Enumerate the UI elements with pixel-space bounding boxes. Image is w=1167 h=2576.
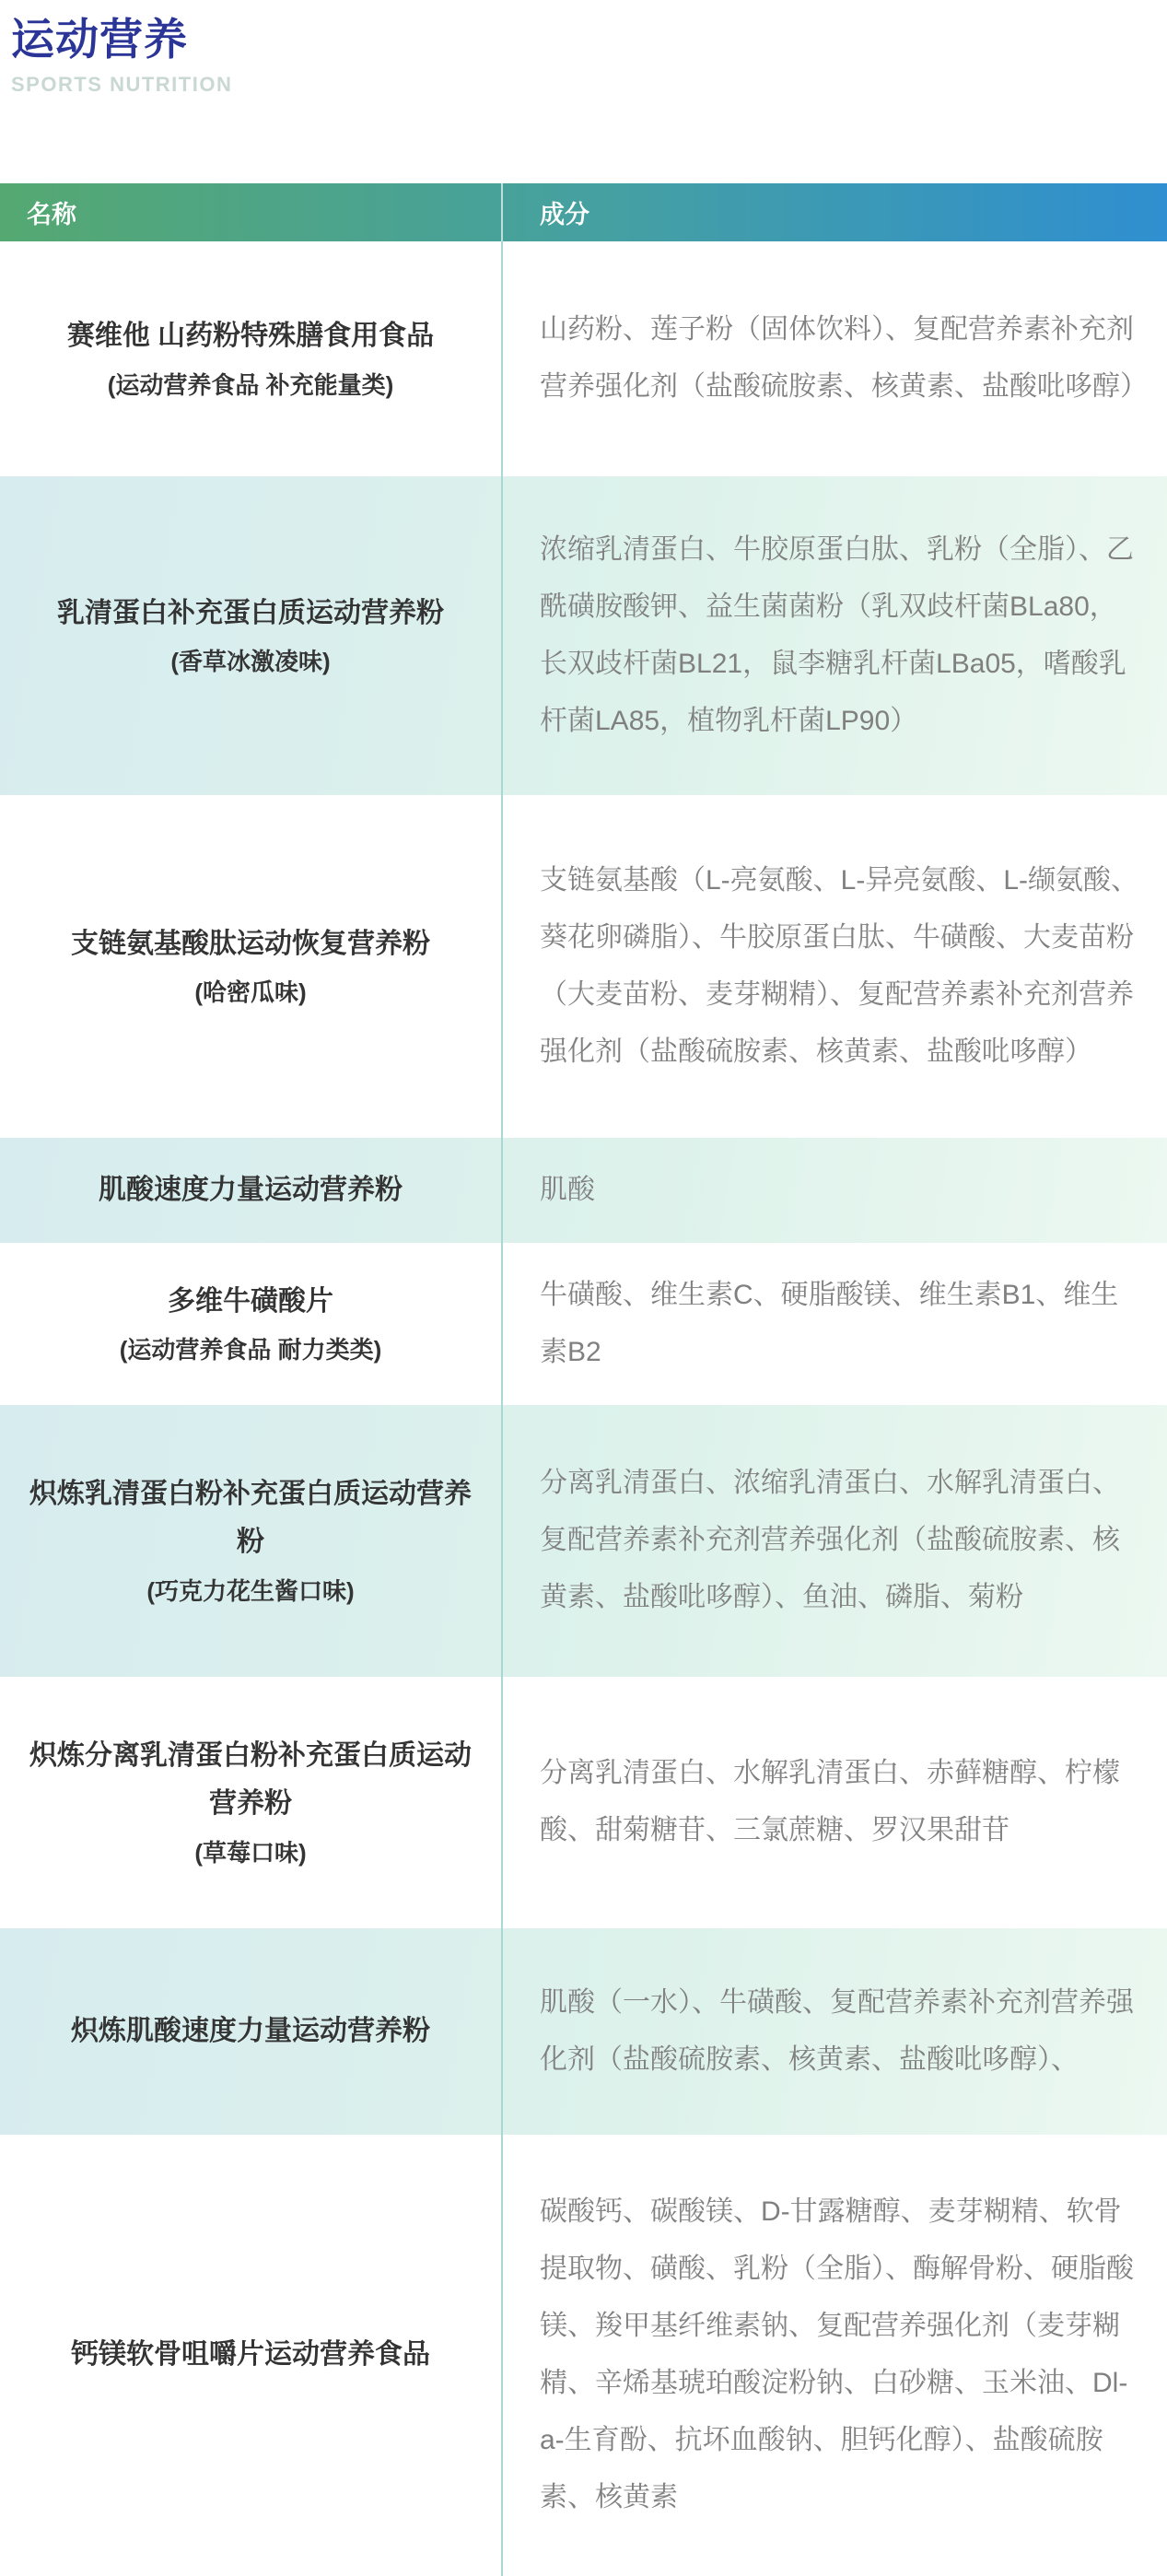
ingredients-cell [501,1928,1167,2135]
product-name-cell [0,2135,501,2576]
ingredients-cell [501,2135,1167,2576]
table-header-row [0,183,1167,241]
product-name-cell [0,1243,501,1405]
ingredients-text: 碳酸钙、碳酸镁、D-甘露糖醇、麦芽糊精、软骨提取物、磺酸、乳粉（全脂）、酶解骨粉、硬脂酸镁、羧甲基纤维素钠、复配营养强化剂（麦芽糊精、辛烯基琥珀酸淀粉钠、白砂糖、玉米油、Dl-a-生育酚、抗坏血酸钠、胆钙化醇）、盐酸硫胺素、核黄素 [540,2196,1134,2513]
column-header-ingredients: 成分 [501,183,1167,241]
product-name: 多维牛磺酸片 [168,1285,333,1317]
ingredients-text: 肌酸（一水）、牛磺酸、复配营养素补充剂营养强化剂（盐酸硫胺素、核黄素、盐酸吡哆醇）、 [540,1986,1134,2075]
table-row [0,795,1167,1138]
ingredients-text: 支链氨基酸（L-亮氨酸、L-异亮氨酸、L-缬氨酸、葵花卵磷脂）、牛胶原蛋白肽、牛磺酸、大麦苗粉（大麦苗粉、麦芽糊精）、复配营养素补充剂营养强化剂（盐酸硫胺素、核黄素、盐酸吡哆醇） [540,864,1139,1067]
ingredients-text: 分离乳清蛋白、水解乳清蛋白、赤藓糖醇、柠檬酸、甜菊糖苷、三氯蔗糖、罗汉果甜苷 [540,1758,1120,1846]
table-row [0,1138,1167,1243]
ingredients-cell [501,1405,1167,1677]
product-name-cell [0,1138,501,1243]
table-row [0,1677,1167,1928]
ingredients-text: 山药粉、莲子粉（固体饮料）、复配营养素补充剂营养强化剂（盐酸硫胺素、核黄素、盐酸吡哆醇） [540,314,1148,403]
product-name: 钙镁软骨咀嚼片运动营养食品 [71,2339,430,2370]
table-row [0,1243,1167,1405]
table-row [0,476,1167,795]
ingredients-cell [501,1677,1167,1928]
ingredients-text: 牛磺酸、维生素C、硬脂酸镁、维生素B1、维生素B2 [540,1279,1119,1367]
table-row [0,241,1167,476]
table-body [0,241,1167,2576]
product-name-cell [0,241,501,476]
product-category-label: (哈密瓜味) [194,978,307,1007]
ingredients-text: 肌酸 [540,1174,595,1205]
page-subtitle: SPORTS NUTRITION [11,72,233,96]
product-name: 乳清蛋白补充蛋白质运动营养粉 [57,597,444,628]
ingredients-cell [501,1138,1167,1243]
product-name: 炽炼分离乳清蛋白粉补充蛋白质运动营养粉 [29,1739,472,1820]
ingredients-cell [501,241,1167,476]
product-name: 炽炼肌酸速度力量运动营养粉 [71,2015,430,2046]
product-category-label: (香草冰激凌味) [170,648,331,676]
ingredients-cell [501,1243,1167,1405]
product-category-label: (运动营养食品 耐力类类) [119,1336,382,1364]
ingredients-cell [501,795,1167,1138]
product-category-label: (草莓口味) [194,1838,307,1867]
ingredients-text: 分离乳清蛋白、浓缩乳清蛋白、水解乳清蛋白、复配营养素补充剂营养强化剂（盐酸硫胺素、核黄素、盐酸吡哆醇）、鱼油、磷脂、菊粉 [540,1468,1120,1613]
product-name: 赛维他 山药粉特殊膳食用食品 [66,321,435,352]
product-name: 支链氨基酸肽运动恢复营养粉 [71,928,430,959]
page-title: 运动营养 [11,15,188,64]
product-name-cell [0,1677,501,1928]
ingredients-text: 浓缩乳清蛋白、牛胶原蛋白肽、乳粉（全脂）、乙酰磺胺酸钾、益生菌菌粉（乳双歧杆菌BLa80，长双歧杆菌BL21，鼠李糖乳杆菌LBa05，嗜酸乳杆菌LA85，植物乳杆菌LP90） [540,533,1134,736]
page-header [0,0,1167,97]
ingredients-cell [501,476,1167,795]
product-name-cell [0,476,501,795]
product-name-cell [0,1405,501,1677]
product-category-label: (巧克力花生酱口味) [146,1576,355,1605]
nutrition-table [0,183,1167,2576]
product-name-cell [0,1928,501,2135]
table-row [0,1405,1167,1677]
product-name: 炽炼乳清蛋白粉补充蛋白质运动营养粉 [29,1478,472,1558]
product-name-cell [0,795,501,1138]
table-row [0,1928,1167,2135]
column-header-name: 名称 [27,200,76,228]
product-category-label: (运动营养食品 补充能量类) [107,370,394,399]
product-name: 肌酸速度力量运动营养粉 [99,1174,403,1205]
table-row [0,2135,1167,2576]
